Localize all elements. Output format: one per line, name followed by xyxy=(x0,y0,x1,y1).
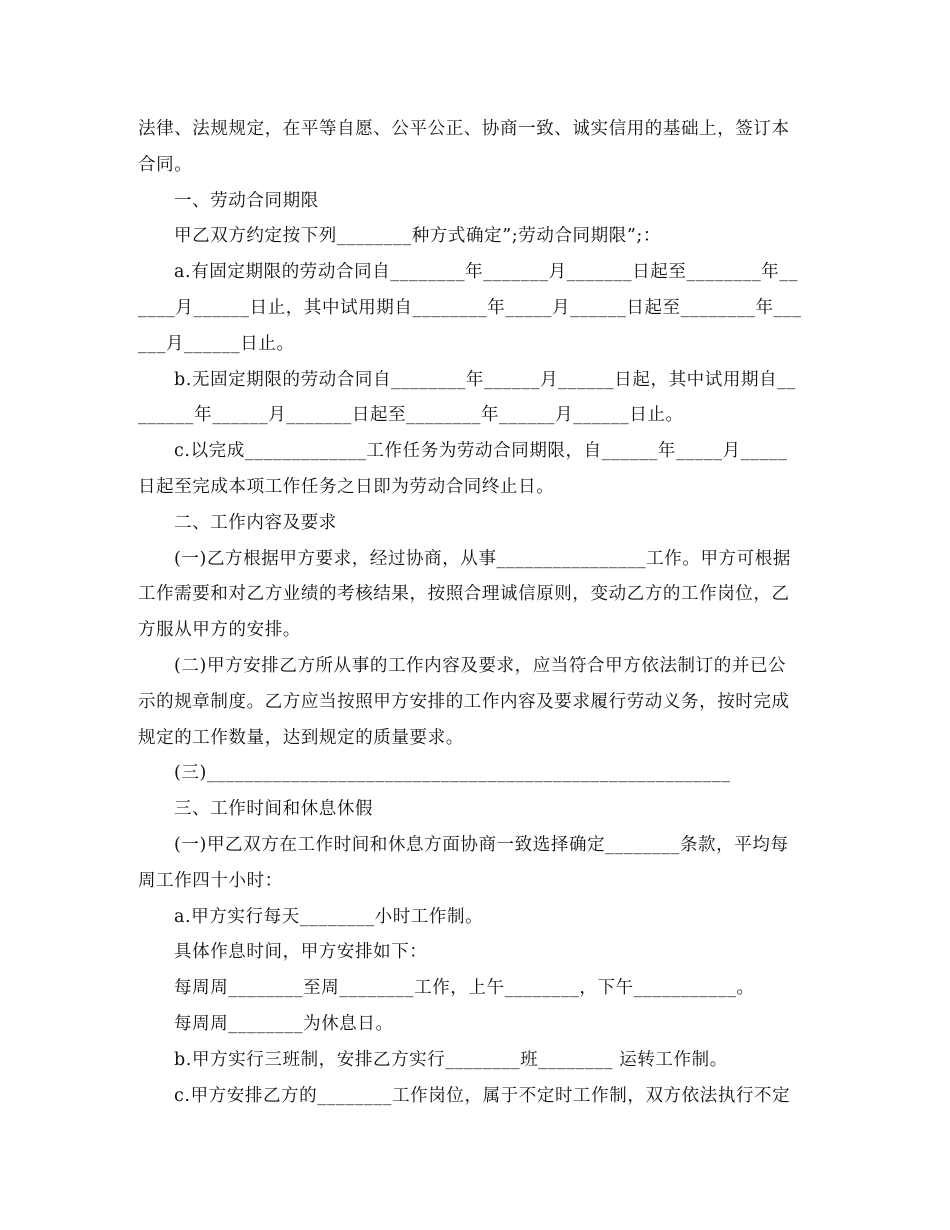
text-line: 周工作四十小时： xyxy=(138,870,283,891)
text-line: (一)甲乙双方在工作时间和休息方面协商一致选择确定________条款，平均每 xyxy=(174,834,789,855)
text-line: 三、工作时间和休息休假 xyxy=(174,799,374,820)
text-line: 二、工作内容及要求 xyxy=(174,512,337,533)
text-line: 具体作息时间，甲方安排如下： xyxy=(174,942,428,963)
text-line: 示的规章制度。乙方应当按照甲方安排的工作内容及要求履行劳动义务，按时完成 xyxy=(138,691,790,712)
text-line: a.甲方实行每天________小时工作制。 xyxy=(174,906,484,927)
text-line: 每周周________为休息日。 xyxy=(174,1013,394,1034)
text-line: 甲乙双方约定按下列________种方式确定”;劳动合同期限”;： xyxy=(174,226,661,247)
text-line: 每周周________至周________工作，上午________，下午___________。 xyxy=(174,978,755,999)
text-line: 工作需要和对乙方业绩的考核结果，按照合理诚信原则，变动乙方的工作岗位，乙 xyxy=(138,584,790,605)
text-line: b.甲方实行三班制，安排乙方实行________班________ 运转工作制。 xyxy=(174,1049,728,1070)
document-page xyxy=(138,112,814,1114)
text-line: b.无固定期限的劳动合同自________年______月______日起，其中试用期自__ xyxy=(174,369,796,390)
document-body xyxy=(138,112,814,1114)
text-line: 日起至完成本项工作任务之日即为劳动合同终止日。 xyxy=(138,476,555,497)
text-line: 法律、法规规定，在平等自愿、公平公正、协商一致、诚实信用的基础上，签订本 xyxy=(138,119,790,139)
text-line: 一、劳动合同期限 xyxy=(174,190,319,211)
text-line: c.以完成_____________工作任务为劳动合同期限，自______年_____月_____ xyxy=(174,441,788,462)
text-line: 方服从甲方的安排。 xyxy=(138,620,301,641)
text-line: (三)________________________________________________________ xyxy=(174,763,731,784)
text-line: a.有固定期限的劳动合同自________年_______月_______日起至________年__ xyxy=(174,262,799,283)
text-line: c.甲方安排乙方的________工作岗位，属于不定时工作制，双方依法执行不定 xyxy=(174,1085,791,1106)
text-line: ____月______日止，其中试用期自________年_____月______日起至________年___ xyxy=(138,297,802,318)
text-line: 规定的工作数量，达到规定的质量要求。 xyxy=(138,727,464,748)
text-line: ___月______日止。 xyxy=(138,333,295,354)
text-line: 合同。 xyxy=(138,154,193,175)
text-line: (一)乙方根据甲方要求，经过协商，从事________________工作。甲方可根据 xyxy=(174,548,791,569)
text-line: (二)甲方安排乙方所从事的工作内容及要求，应当符合甲方依法制订的并已公 xyxy=(174,655,787,676)
text-line: ______年______月_______日起至________年______月______日止。 xyxy=(138,405,684,426)
